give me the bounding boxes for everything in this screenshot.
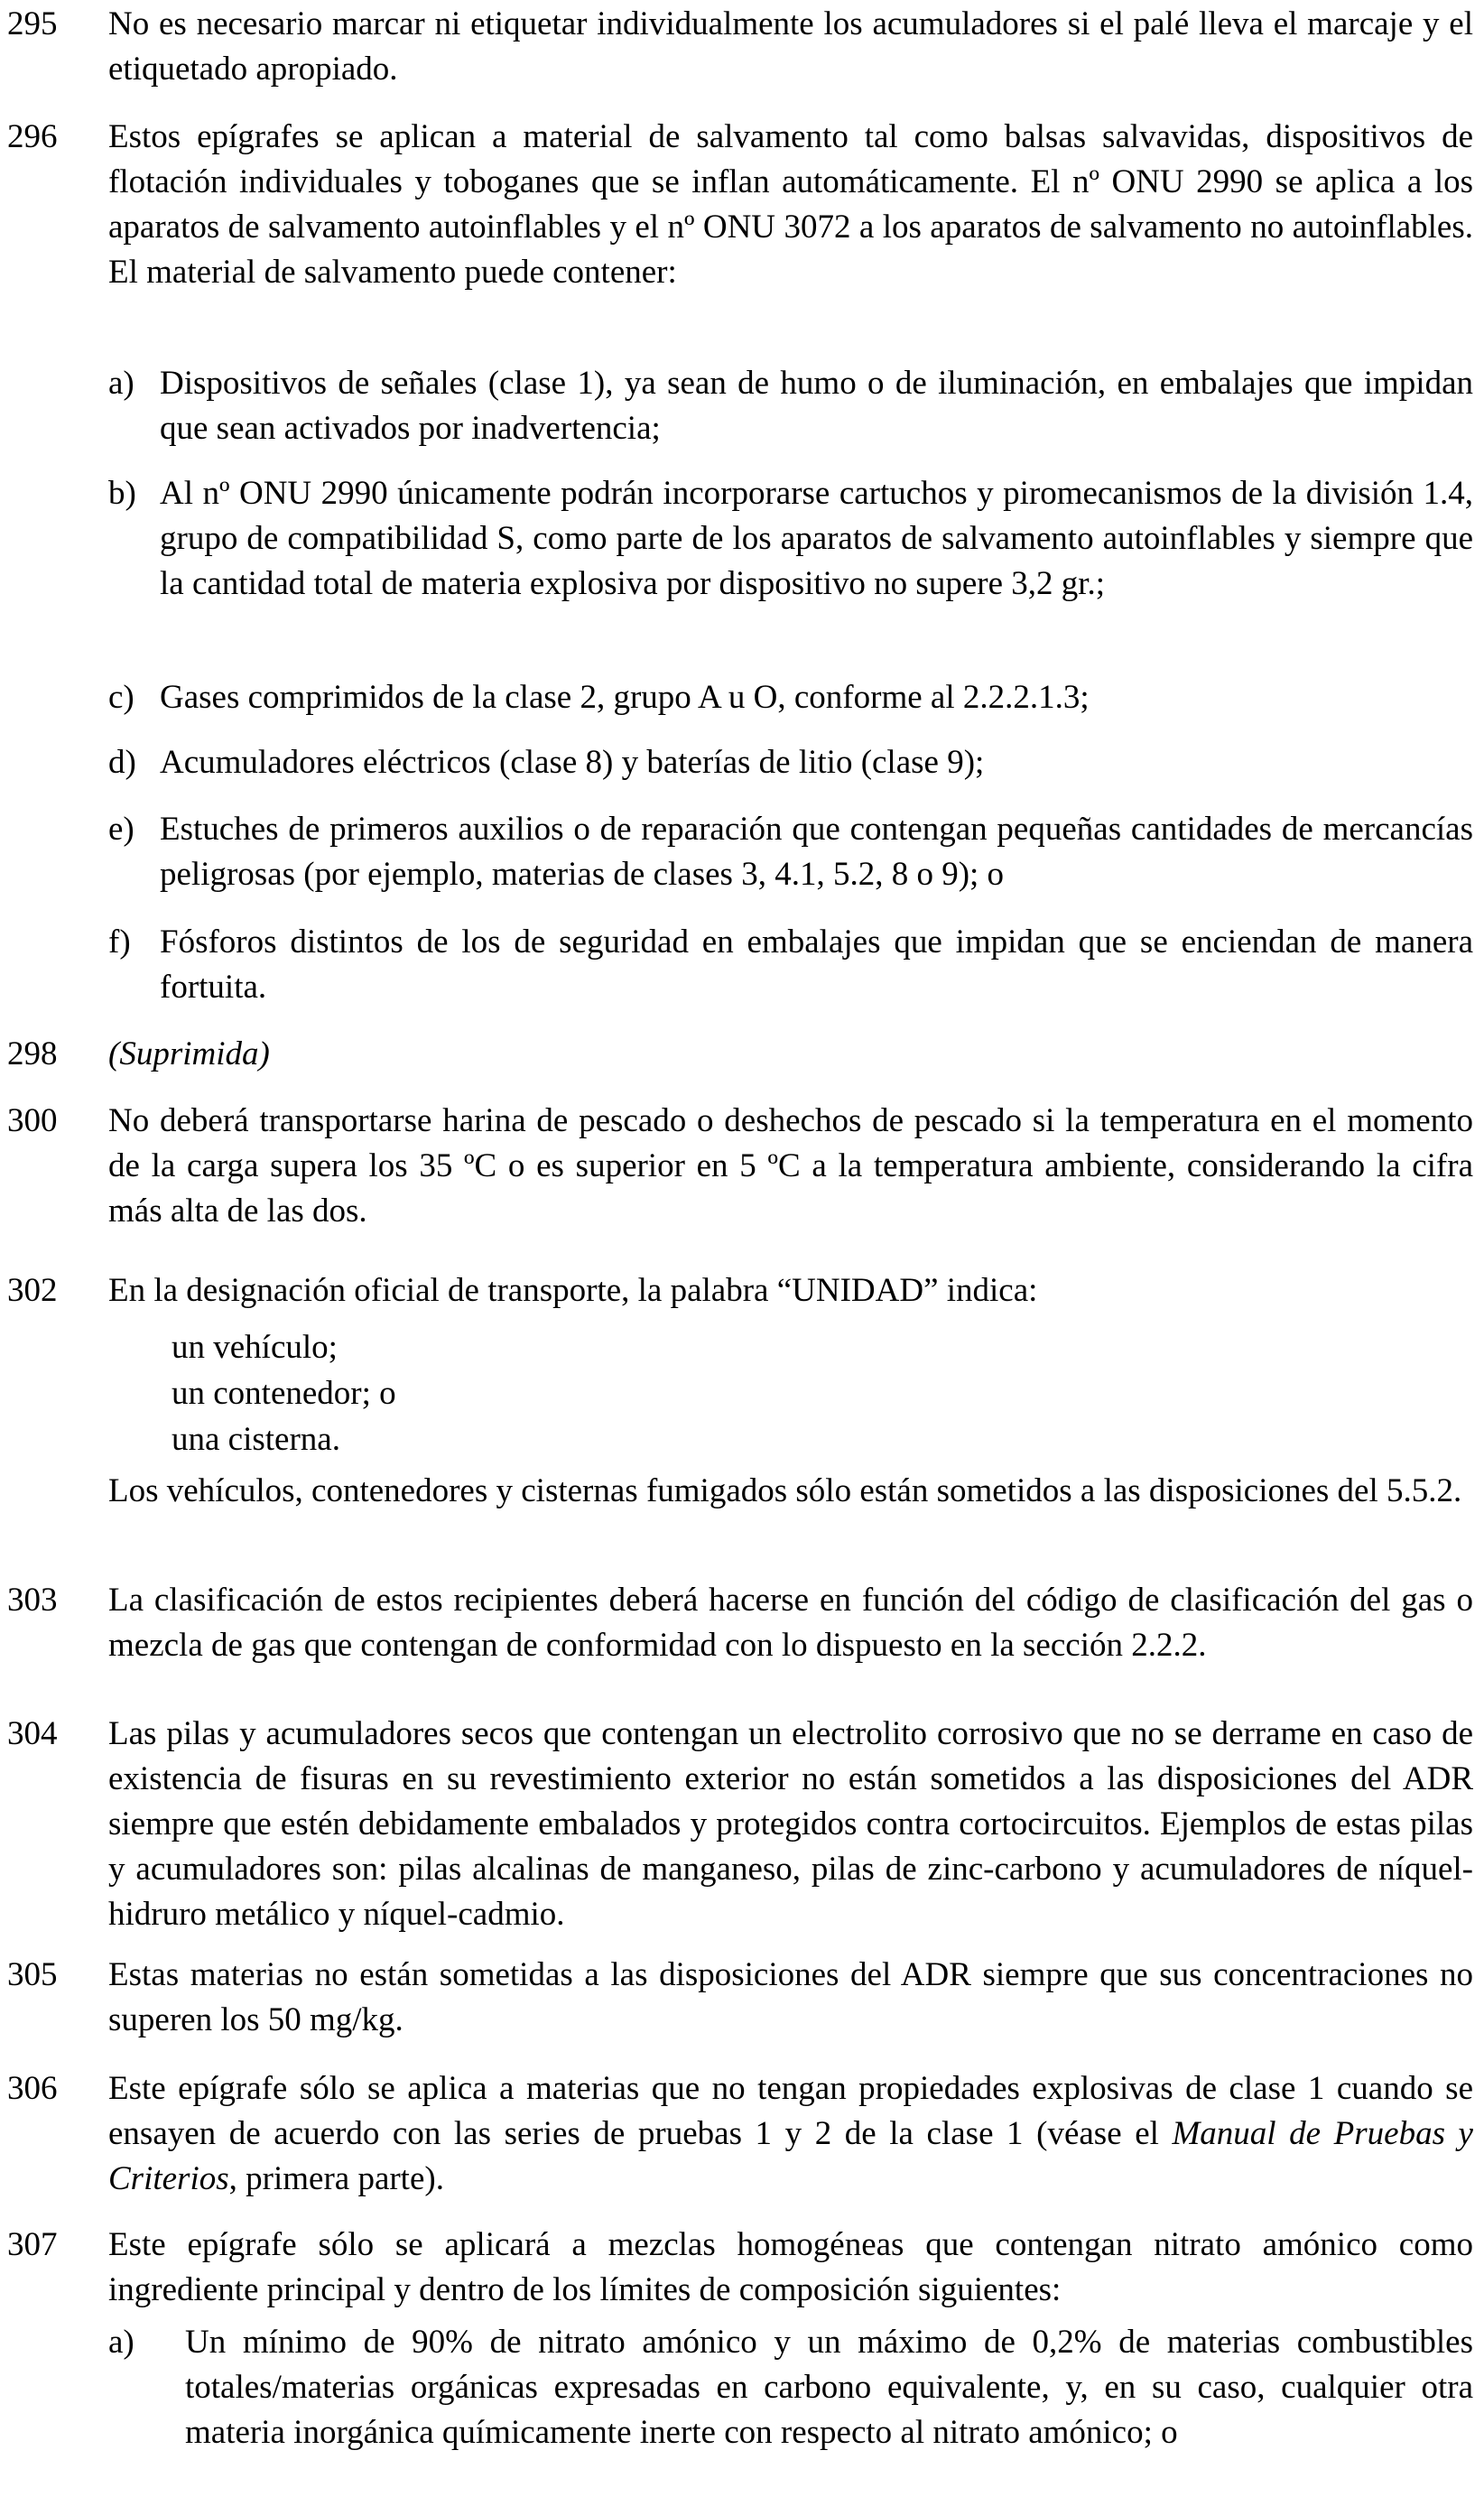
item-label: d): [108, 744, 136, 781]
entry-text: Los vehículos, contenedores y cisternas fumigados sólo están sometidos a las disposiciones del 5.5.2.: [108, 1472, 1462, 1509]
entry-text: Las pilas y acumuladores secos que contengan un electrolito corrosivo que no se derrame en caso de existencia de fisuras en su revestimiento exterior no están sometidos a las disposiciones del ADR siempre que estén debidamente embalados y protegidos contra cortocircuitos. Ejemplos de estas pilas y acumuladores son: pilas alcalinas de manganeso, pilas de zinc-carbono y acumuladores de níquel-hidruro metálico y níquel-cadmio.: [108, 1715, 1473, 1933]
list-line: un contenedor; o: [172, 1375, 396, 1412]
item-text: Un mínimo de 90% de nitrato amónico y un máximo de 0,2% de materias combustibles totales/materias orgánicas expresadas en carbono equivalente, y, en su caso, cualquier otra materia inorgánica químicamente inerte con respecto al nitrato amónico; o: [185, 2324, 1473, 2451]
item-text: Fósforos distintos de los de seguridad en embalajes que impidan que se enciendan de manera fortuita.: [160, 924, 1473, 1006]
entry-302-continuation: [108, 1469, 1473, 1514]
entry-text: Estas materias no están sometidas a las disposiciones del ADR siempre que sus concentraciones no superen los 50 mg/kg.: [108, 1956, 1473, 2038]
entry-text-part: Este epígrafe sólo se aplica a materias que no tengan propiedades explosivas de clase 1 cuando se ensayen de acuerdo con las series de pruebas 1 y 2 de la clase 1 (véase el: [108, 2070, 1473, 2152]
item-label: a): [108, 365, 134, 402]
entry-text: Este epígrafe sólo se aplicará a mezclas homogéneas que contengan nitrato amónico como ingrediente principal y dentro de los límites de composición siguientes:: [108, 2226, 1473, 2308]
entry-text: Estos epígrafes se aplican a material de salvamento tal como balsas salvavidas, dispositivos de flotación individuales y toboganes que se inflan automáticamente. El nº ONU 2990 se aplica a los aparatos de salvamento autoinflables y el nº ONU 3072 a los aparatos de salvamento no autoinflables. El material de salvamento puede contener:: [108, 118, 1473, 291]
entry-text-italic: Manual de Pruebas y Criterios: [108, 2115, 1473, 2197]
entry-number: 302: [7, 1272, 58, 1309]
entry-number: 303: [7, 1582, 58, 1619]
item-text: Acumuladores eléctricos (clase 8) y baterías de litio (clase 9);: [160, 744, 985, 781]
list-line: una cisterna.: [172, 1421, 340, 1458]
entry-number: 298: [7, 1035, 58, 1072]
entry-number: 296: [7, 118, 58, 155]
list-line: un vehículo;: [172, 1329, 338, 1366]
entry-number: 304: [7, 1715, 58, 1752]
item-label: f): [108, 924, 131, 961]
item-text: Estuches de primeros auxilios o de reparación que contengan pequeñas cantidades de mercancías peligrosas (por ejemplo, materias de clases 3, 4.1, 5.2, 8 o 9); o: [160, 811, 1473, 893]
entry-number: 300: [7, 1102, 58, 1139]
item-text: Gases comprimidos de la clase 2, grupo A u O, conforme al 2.2.2.1.3;: [160, 679, 1090, 716]
entry-number: 295: [7, 5, 58, 42]
entry-text: [108, 1032, 1473, 1077]
item-label: b): [108, 475, 136, 512]
entry-text: La clasificación de estos recipientes deberá hacerse en función del código de clasificación del gas o mezcla de gas que contengan de conformidad con lo dispuesto en la sección 2.2.2.: [108, 1582, 1473, 1664]
entry-text: [108, 2066, 1473, 2202]
entry-text-part: , primera parte).: [228, 2160, 444, 2197]
item-text: Dispositivos de señales (clase 1), ya sean de humo o de iluminación, en embalajes que impidan que sean activados por inadvertencia;: [160, 365, 1473, 447]
entry-number: 306: [7, 2070, 58, 2107]
item-text: Al nº ONU 2990 únicamente podrán incorporarse cartuchos y piromecanismos de la división 1.4, grupo de compatibilidad S, como parte de los aparatos de salvamento autoinflables y siempre que la cantidad total de materia explosiva por dispositivo no supere 3,2 gr.;: [160, 475, 1473, 602]
entry-text-italic: (Suprimida): [108, 1035, 270, 1072]
item-label: a): [108, 2324, 134, 2361]
entry-text: En la designación oficial de transporte, la palabra “UNIDAD” indica:: [108, 1272, 1038, 1309]
item-label: e): [108, 811, 134, 848]
entry-text: No deberá transportarse harina de pescado o deshechos de pescado si la temperatura en el momento de la carga supera los 35 ºC o es superior en 5 ºC a la temperatura ambiente, considerando la cifra más alta de las dos.: [108, 1102, 1473, 1230]
entry-number: 307: [7, 2226, 58, 2263]
entry-text: No es necesario marcar ni etiquetar individualmente los acumuladores si el palé lleva el marcaje y el etiquetado apropiado.: [108, 5, 1473, 88]
item-label: c): [108, 679, 134, 716]
entry-number: 305: [7, 1956, 58, 1993]
